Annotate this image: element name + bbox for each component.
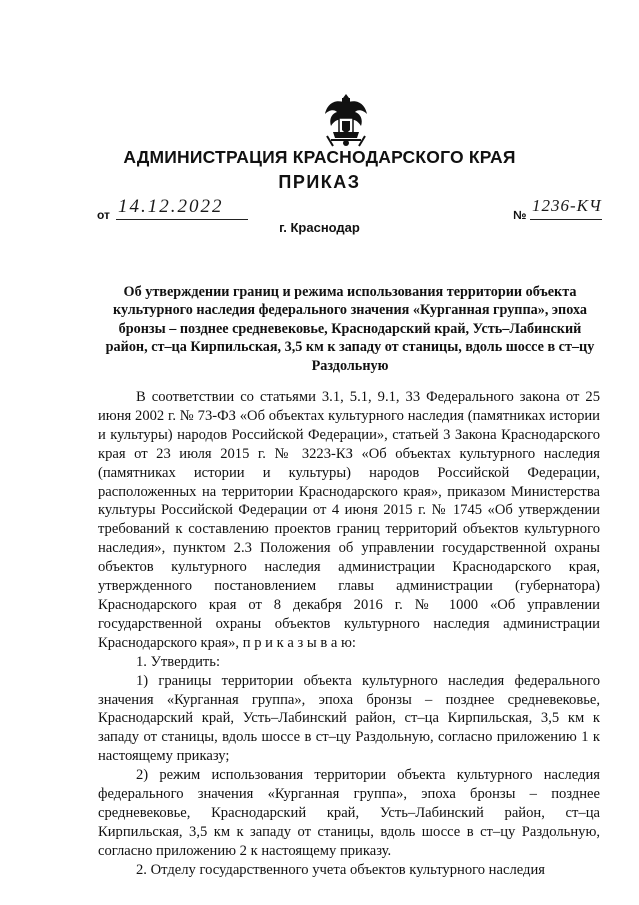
paragraph-subitem-2: 2) режим использования территории объекта культурного наследия федерального значения «Курганная группа», эпоха бронзы – позднее средневековье, Краснодарский край, Усть–Лабинский район, ст–ца Кирпильская, 3,5 км к западу от станицы, вдоль шоссе в ст–цу Раздольную, согласно приложению 2 к настоящему приказу. — [98, 767, 600, 859]
document-body — [98, 388, 600, 880]
coat-of-arms-emblem — [321, 88, 371, 148]
paragraph-item-2: 2. Отделу государственного учета объектов культурного наследия — [136, 861, 545, 878]
paragraph-item-1: 1. Утвердить: — [136, 653, 221, 670]
city-name: г. Краснодар — [279, 220, 360, 235]
number-handwritten: 1236-КЧ — [532, 196, 602, 215]
organization-name: АДМИНИСТРАЦИЯ КРАСНОДАРСКОГО КРАЯ — [123, 147, 516, 167]
date-label: от — [97, 208, 110, 222]
date-handwritten: 14.12.2022 — [118, 196, 224, 217]
document-title: Об утверждении границ и режима использования территории объекта культурного наследия федерального значения «Курганная группа», эпоха бронзы – позднее средневековье, Краснодарский край, Усть–Лабинский район, ст–ца Кирпильская, 3,5 км к западу от станицы, вдоль шоссе в ст–цу Раздольную — [105, 284, 595, 374]
paragraph-preamble: В соответствии со статьями 3.1, 5.1, 9.1, 33 Федерального закона от 25 июня 2002 г. № 73-ФЗ «Об объектах культурного наследия (памятниках истории и культуры) народов Российской Федерации», статьей 3 Закона Краснодарского края от 23 июля 2015 г. № 3223-КЗ «Об объектах культурного наследия (памятниках истории и культуры) народов Российской Федерации, расположенных на территории Краснодарского края», приказом Министерства культуры Российской Федерации от 4 июня 2015 г. № 1745 «Об утверждении требований к составлению проектов границ территорий объектов культурного наследия», пунктом 2.3 Положения об управлении государственной охраны объектов культурного наследия администрации Краснодарского края, утвержденного постановлением главы администрации (губернатора) Краснодарского края от 8 декабря 2016 г. № 1000 «Об управлении государственной охраны объектов культурного наследия администрации Краснодарского края», п р и к а з ы в а ю: — [98, 389, 600, 651]
paragraph-subitem-1: 1) границы территории объекта культурного наследия федерального значения «Курганная группа», эпоха бронзы – позднее средневековье, Краснодарский край, Усть–Лабинский район, ст–ца Кирпильская, 3,5 км к западу от станицы, вдоль шоссе в ст–цу Раздольную, согласно приложению 1 к настоящему приказу; — [98, 672, 600, 765]
document-type: ПРИКАЗ — [278, 172, 361, 192]
number-label: № — [513, 208, 527, 222]
